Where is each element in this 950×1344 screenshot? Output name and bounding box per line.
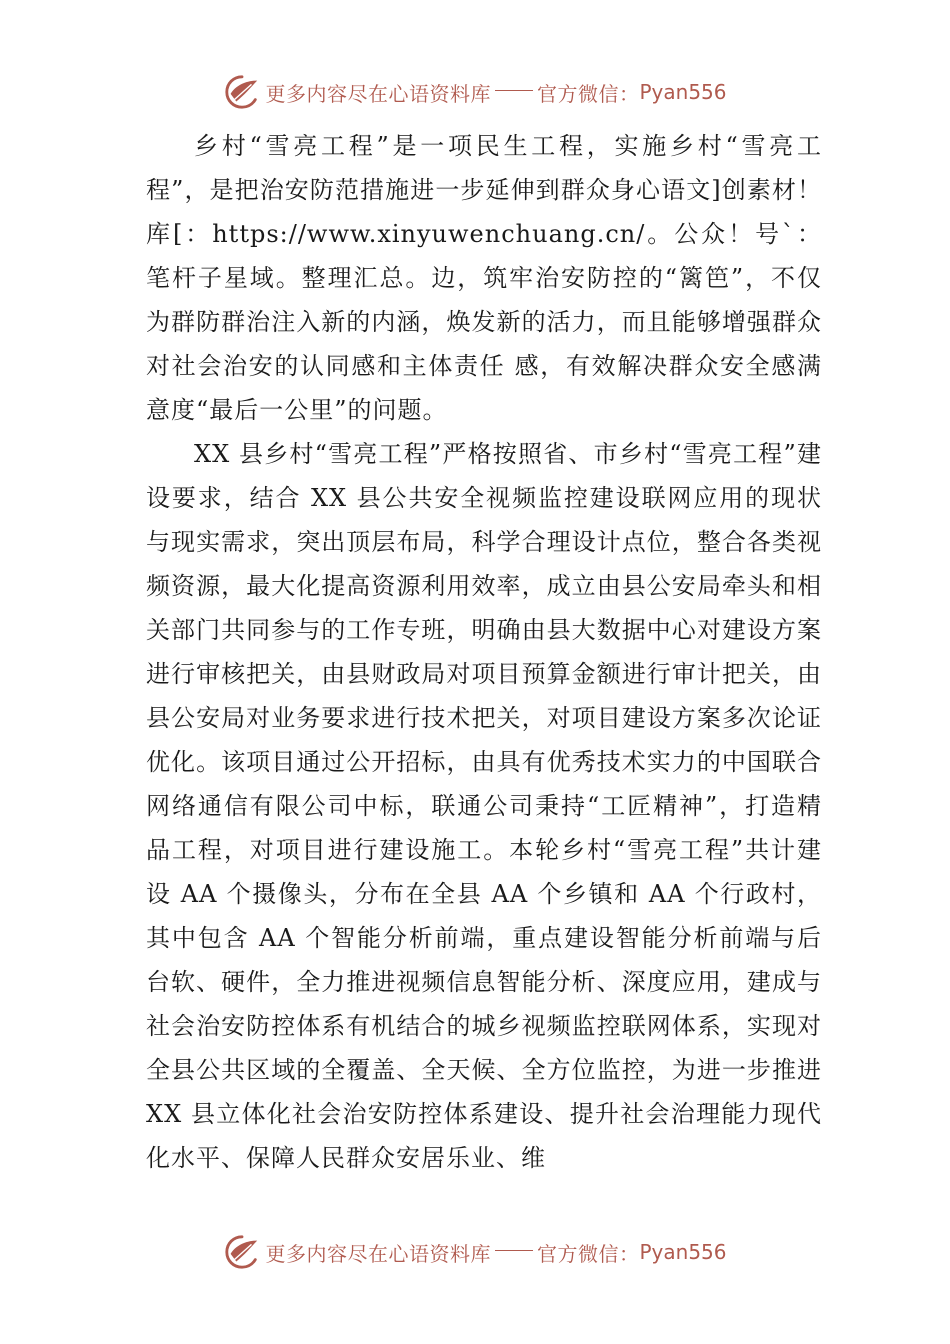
watermark-wechat-id: Pyan556: [639, 1240, 727, 1264]
watermark-dash: [495, 1250, 533, 1251]
paragraph-1: 乡村“雪亮工程”是一项民生工程，实施乡村“雪亮工程”，是把治安防范措施进一步延伸到群众身心语文]创素材！库[：https://www.xinyuwenchuang.cn/。公众！号`：笔杆子星域。整理汇总。边，筑牢治安防控的“篱笆”，不仅为群防群治注入新的内涵，焕发新的活力，而且能够增强群众对社会治安的认同感和主体责任 感，有效解决群众安全感满意度“最后一公里”的问题。: [146, 132, 822, 424]
watermark-wechat-id: Pyan556: [639, 80, 727, 104]
watermark-text: 更多内容尽在心语资料库: [265, 1241, 491, 1266]
paragraph-2: XX 县乡村“雪亮工程”严格按照省、市乡村“雪亮工程”建设要求，结合 XX 县公共安全视频监控建设联网应用的现状与现实需求，突出顶层布局，科学合理设计点位，整合各类视频资源，最大化提高资源利用效率，成立由县公安局牵头和相关部门共同参与的工作专班，明确由县大数据中心对建设方案进行审核把关，由县财政局对项目预算金额进行审计把关，由县公安局对业务要求进行技术把关，对项目建设方案多次论证优化。该项目通过公开招标，由具有优秀技术实力的中国联合网络通信有限公司中标，联通公司秉持“工匠精神”，打造精品工程，对项目进行建设施工。本轮乡村“雪亮工程”共计建设 AA 个摄像头，分布在全县 AA 个乡镇和 AA 个行政村，其中包含 AA 个智能分析前端，重点建设智能分析前端与后台软、硬件，全力推进视频信息智能分析、深度应用，建成与社会治安防控体系有机结合的城乡视频监控联网体系，实现对全县公共区域的全覆盖、全天候、全方位监控，为进一步推进 XX 县立体化社会治安防控体系建设、提升社会治理能力现代化水平、保障人民群众安居乐业、维: [146, 440, 822, 1172]
quill-logo-icon: [223, 73, 261, 111]
footer-watermark: [0, 1232, 950, 1272]
quill-logo-icon: [223, 1233, 261, 1271]
watermark-text: 更多内容尽在心语资料库: [265, 81, 491, 106]
watermark-dash: [495, 90, 533, 91]
watermark-label: 官方微信：: [536, 1241, 640, 1266]
watermark-label: 官方微信：: [536, 81, 640, 106]
header-watermark: [0, 72, 950, 112]
document-body: [146, 124, 822, 1180]
